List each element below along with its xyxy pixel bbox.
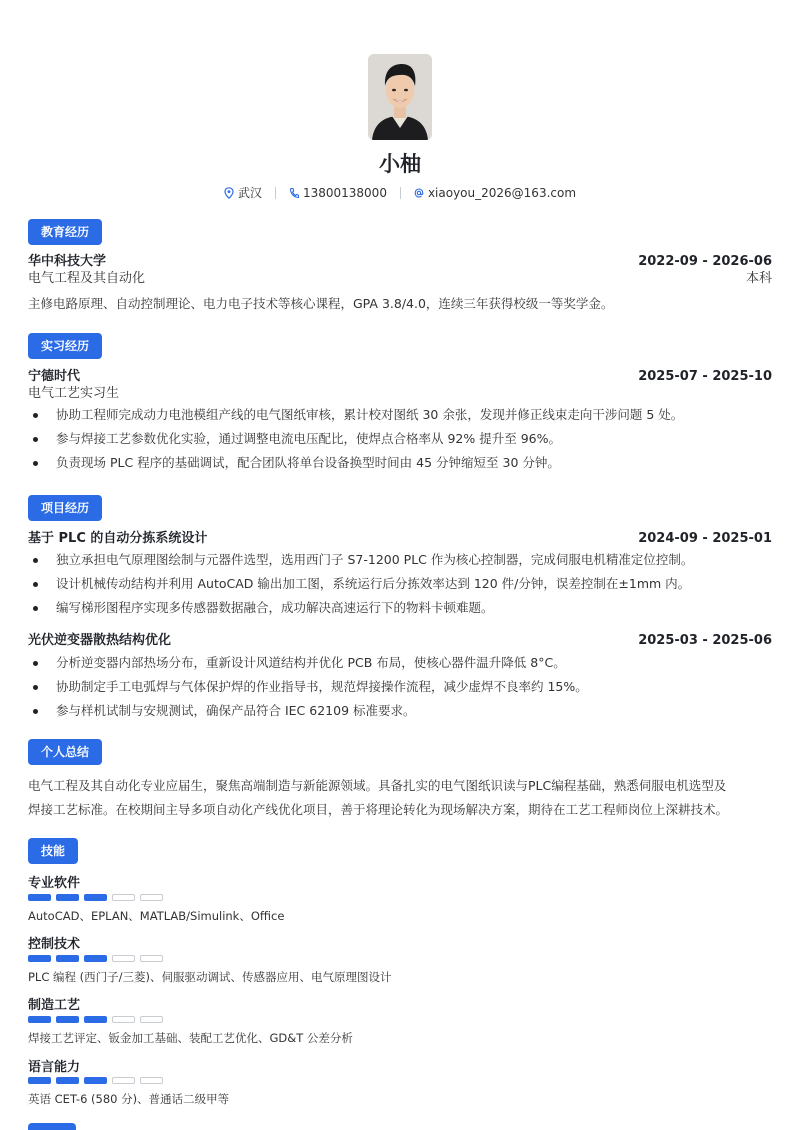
project-title: 光伏逆变器散热结构优化 (28, 633, 172, 648)
email-text[interactable]: xiaoyou_2026@163.com (427, 185, 577, 200)
project-title: 基于 PLC 的自动分拣系统设计 (28, 531, 208, 546)
skill-bar-filled (84, 1016, 107, 1023)
skill-level-bars (28, 894, 163, 901)
skill-level-bars (28, 1077, 163, 1084)
contact-location (224, 184, 262, 201)
skill-bar-filled (84, 955, 107, 962)
education-date: 2022-09 - 2026-06 (638, 254, 772, 269)
location-pin-icon (224, 187, 234, 199)
skill-title: 制造工艺 (28, 998, 81, 1013)
project-header (28, 632, 772, 650)
section-tag-education: 教育经历 (28, 219, 102, 245)
skill-bar-filled (56, 1016, 79, 1023)
contact-phone (289, 186, 387, 200)
contact-email (414, 186, 576, 200)
skill-bar-empty (112, 955, 135, 962)
skill-bar-empty (112, 894, 135, 901)
internship-header (28, 368, 772, 386)
phone-icon (289, 187, 299, 199)
skill-description: 英语 CET-6 (580 分)、普通话二级甲等 (28, 1092, 230, 1106)
skill-level-bars (28, 1016, 163, 1023)
project-date: 2024-09 - 2025-01 (638, 531, 772, 546)
skill-bar-filled (56, 955, 79, 962)
phone-text[interactable]: 13800138000 (302, 185, 387, 200)
skill-bar-empty (140, 955, 163, 962)
project-bullet: 分析逆变器内部热场分布，重新设计风道结构并优化 PCB 布局，使核心器件温升降低 8°C。 (28, 654, 772, 672)
section-tag-skills: 技能 (28, 838, 78, 864)
skill-bar-empty (112, 1077, 135, 1084)
skill-bar-filled (28, 1077, 51, 1084)
skill-bar-empty (112, 1016, 135, 1023)
skill-title: 专业软件 (28, 876, 81, 891)
skill-bar-filled (84, 1077, 107, 1084)
skill-description: PLC 编程 (西门子/三菱)、伺服驱动调试、传感器应用、电气原理图设计 (28, 970, 392, 984)
education-description: 主修电路原理、自动控制理论、电力电子技术等核心课程，GPA 3.8/4.0，连续三年获得校级一等奖学金。 (28, 296, 614, 311)
skill-title: 语言能力 (28, 1060, 81, 1075)
location-text: 武汉 (237, 186, 262, 200)
skill-title: 控制技术 (28, 937, 81, 952)
internship-date: 2025-07 - 2025-10 (638, 369, 772, 384)
skill-bar-filled (56, 894, 79, 901)
skill-bar-filled (56, 1077, 79, 1084)
major-name: 电气工程及其自动化 (28, 271, 146, 286)
skill-description: 焊接工艺评定、钣金加工基础、装配工艺优化、GD&T 公差分析 (28, 1031, 353, 1045)
section-tag-internship: 实习经历 (28, 333, 102, 359)
at-sign-icon (414, 187, 424, 199)
education-subheader (28, 270, 772, 288)
skill-bar-empty (140, 1077, 163, 1084)
skill-bar-filled (84, 894, 107, 901)
project-bullet: 编写梯形图程序实现多传感器数据融合，成功解决高速运行下的物料卡顿难题。 (28, 599, 772, 617)
section-tag-next (28, 1123, 76, 1130)
avatar-photo-icon (368, 54, 432, 140)
contact-divider (275, 187, 276, 199)
school-name: 华中科技大学 (28, 254, 107, 269)
project-date: 2025-03 - 2025-06 (638, 633, 772, 648)
project-header (28, 530, 772, 548)
company-name: 宁德时代 (28, 369, 81, 384)
avatar (368, 54, 432, 140)
project-bullet: 独立承担电气原理图绘制与元器件选型，选用西门子 S7-1200 PLC 作为核心控制器，完成伺服电机精准定位控制。 (28, 551, 772, 569)
role-name: 电气工艺实习生 (28, 386, 120, 401)
candidate-name: 小柚 (379, 152, 421, 176)
skill-bar-empty (140, 894, 163, 901)
project-bullet: 协助制定手工电弧焊与气体保护焊的作业指导书，规范焊接操作流程，减少虚焊不良率约 15%。 (28, 678, 772, 696)
education-header (28, 253, 772, 271)
summary-line: 焊接工艺标准。在校期间主导多项自动化产线优化项目，善于将理论转化为现场解决方案，期待在工艺工程师岗位上深耕技术。 (28, 802, 729, 817)
skill-description: AutoCAD、EPLAN、MATLAB/Simulink、Office (28, 909, 285, 923)
internship-role (28, 385, 772, 403)
skill-bar-filled (28, 894, 51, 901)
skill-bar-empty (140, 1016, 163, 1023)
summary-line: 电气工程及其自动化专业应届生，聚焦高端制造与新能源领域。具备扎实的电气图纸识读与PLC编程基础，熟悉伺服电机选型及 (28, 778, 727, 793)
skill-bar-filled (28, 955, 51, 962)
section-tag-summary: 个人总结 (28, 739, 102, 765)
project-bullet: 设计机械传动结构并利用 AutoCAD 输出加工图，系统运行后分拣效率达到 120 件/分钟，误差控制在±1mm 内。 (28, 575, 772, 593)
section-tag-projects: 项目经历 (28, 495, 102, 521)
skill-bar-filled (28, 1016, 51, 1023)
internship-bullet: 协助工程师完成动力电池模组产线的电气图纸审核，累计校对图纸 30 余张，发现并修正线束走向干涉问题 5 处。 (28, 406, 772, 424)
contact-bar (0, 184, 800, 201)
internship-bullet: 负责现场 PLC 程序的基础调试，配合团队将单台设备换型时间由 45 分钟缩短至 30 分钟。 (28, 454, 772, 472)
project-bullet: 参与样机试制与安规测试，确保产品符合 IEC 62109 标准要求。 (28, 702, 772, 720)
skill-level-bars (28, 955, 163, 962)
internship-bullet: 参与焊接工艺参数优化实验，通过调整电流电压配比，使焊点合格率从 92% 提升至 96%。 (28, 430, 772, 448)
degree-name: 本科 (745, 271, 772, 286)
contact-divider (400, 187, 401, 199)
